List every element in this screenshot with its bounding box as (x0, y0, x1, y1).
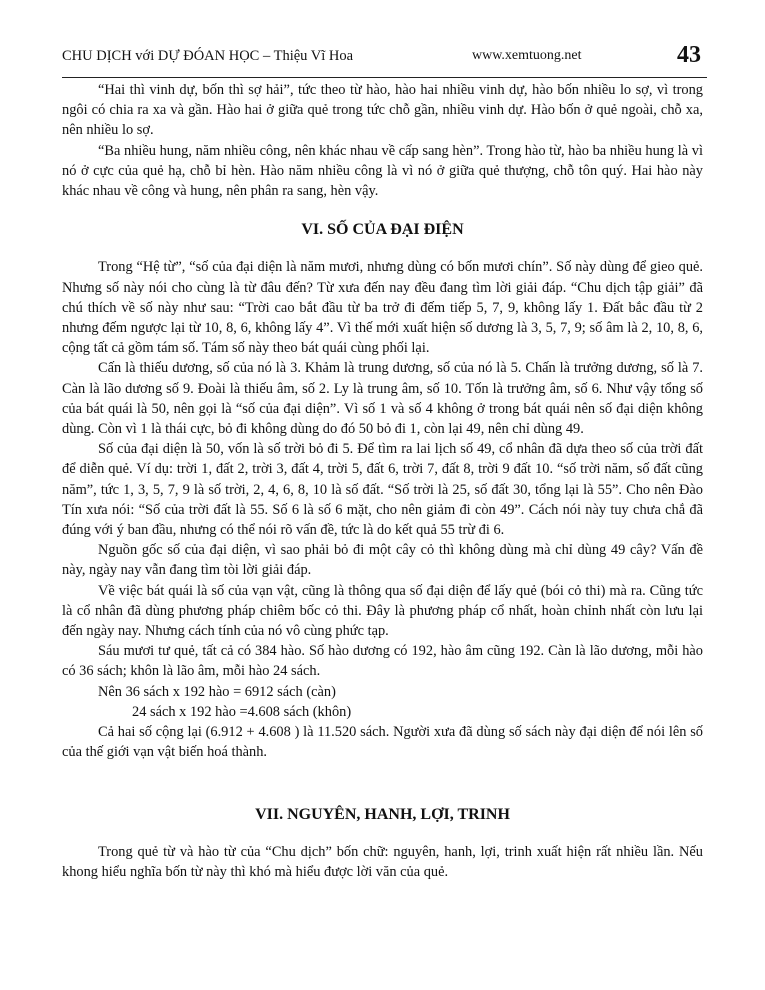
paragraph: “Hai thì vinh dự, bốn thì sợ hải”, tức theo từ hào, hào hai nhiều vinh dự, hào bốn nhiều lo sợ, vì trong ngôi có chia ra xa và gần. Hào hai ở giữa quẻ trong tức chỗ gần, nhiều vinh dự. Hào bốn ở quẻ ngoài, chỗ xa, nên nhiều lo sợ. (62, 82, 703, 139)
paragraph: Trong quẻ từ và hào từ của “Chu dịch” bốn chữ: nguyên, hanh, lợi, trinh xuất hiện rất nhiều lần. Nếu khong hiểu nghĩa bốn từ này thì khó mà hiểu được lời văn của quẻ. (62, 843, 703, 880)
header-divider (62, 77, 707, 78)
calculation-line: Nên 36 sách x 192 hào = 6912 sách (càn) (98, 683, 336, 700)
paragraph: Cấn là thiếu dương, số của nó là 3. Khảm là trung dương, số của nó là 5. Chấn là trưởng dương, số là 7. Càn là lão dương số 9. Đoài là thiếu âm, số 2. Ly là trung âm, số 10. Tốn là trưởng âm, số 6. Như vậy tổng số của bát quái là 50, nên gọi là “số của đại diện”. Vì số 1 và số 4 không ở trong bát quái nên số đại diện không dùng. Còn vì 1 là thái cực, bỏ đi không dùng do đó 50 bỏ đi 1, còn lại 49, nên chỉ dùng 49. (62, 360, 703, 438)
paragraph: “Ba nhiều hung, năm nhiều công, nên khác nhau về cấp sang hèn”. Trong hào từ, hào ba nhiều hung là vì nó ở cực của quẻ hạ, chỗ bỉ hèn. Hào năm nhiều công là vì nó ở giữa quẻ thượng, chỗ tôn quý. Hai hào này khác nhau về công và hung, nên phân ra sang, hèn vậy. (62, 142, 703, 200)
book-title: CHU DỊCH với DỰ ĐÓAN HỌC – Thiệu Vĩ Hoa (62, 48, 354, 64)
paragraph: Nguồn gốc số của đại diện, vì sao phải bỏ đi một cây cỏ thì không dùng mà chỉ dùng 49 cây? Vấn đề này, ngày nay vẫn đang tìm tòi lời giải đáp. (62, 542, 703, 579)
page-number: 43 (677, 42, 701, 68)
calculation-line: 24 sách x 192 hào =4.608 sách (khôn) (132, 703, 352, 720)
paragraph: Sáu mươi tư quẻ, tất cả có 384 hào. Số hào dương có 192, hào âm cũng 192. Càn là lão dương, mỗi hào có 36 sách; khôn là lão âm, mỗi hào 24 sách. (62, 643, 703, 680)
paragraph: Trong “Hệ từ”, “số của đại diện là năm mươi, nhưng dùng có bốn mươi chín”. Số này dùng để gieo quẻ. Nhưng số này nói cho cùng là từ đâu đến? Từ xưa đến nay đều đang tìm lời giải đáp. “Chu dịch tập giải” đã chú thích về số này như sau: “Trời cao bắt đầu từ ba trở đi đếm tiếp 5, 7, 9, không lấy 1. Đất bắc đầu từ 2 nhưng đếm ngược lại từ 10, 8, 6, không lấy 4”. Vì thế mới xuất hiện số dương là 3, 5, 7, 9; số âm là 2, 10, 8, 6, cộng tất cả gồm tám số. Tám số này theo bát quái cùng phối lại. (62, 259, 703, 357)
page-header (62, 42, 707, 78)
website-link[interactable]: www.xemtuong.net (472, 48, 582, 63)
section-heading-vii: VII. NGUYÊN, HANH, LỢI, TRINH (255, 805, 510, 823)
section-heading-vi: VI. SỐ CỦA ĐẠI ĐIỆN (301, 221, 464, 239)
paragraph: Cả hai số cộng lại (6.912 + 4.608 ) là 11.520 sách. Người xưa đã dùng số sách này đại diện để nói lên số của thế giới vạn vật biến hoá thành. (62, 724, 703, 761)
paragraph: Về việc bát quái là số của vạn vật, cũng là thông qua số đại diện để lấy quẻ (bói cỏ thi) mà ra. Cũng tức là cổ nhân đã dùng phương pháp chiêm bốc cỏ thi. Đây là phương pháp cổ nhất, hoàn chỉnh nhất còn lưu lại đến ngày nay. Nhưng cách tính của nó vô cùng phức tạp. (62, 582, 703, 640)
paragraph: Số của đại diện là 50, vốn là số trời bỏ đi 5. Để tìm ra lai lịch số 49, cổ nhân đã dựa theo số của trời đất để diễn quẻ. Ví dụ: trời 1, đất 2, trời 3, đất 4, trời 5, đất 6, trời 7, đất 8, trời 9 đất 10. “số trời năm, số đất cũng năm”, tức 1, 3, 5, 7, 9 là số trời, 2, 4, 6, 8, 10 là số đất. “Số trời là 25, số đất 30, tổng lại là 55”. Cho nên Đào Tín xưa nói: “Số của trời đất là 55. Số 6 là số 6 mặt, cho nên giảm đi còn 49”. Cách nói này tuy chưa chắ đã đúng với ý ban đầu, nhưng có thể nói rõ vấn đề, tức là do kết quả 55 trừ đi 6. (62, 441, 703, 539)
page-body (62, 80, 703, 882)
